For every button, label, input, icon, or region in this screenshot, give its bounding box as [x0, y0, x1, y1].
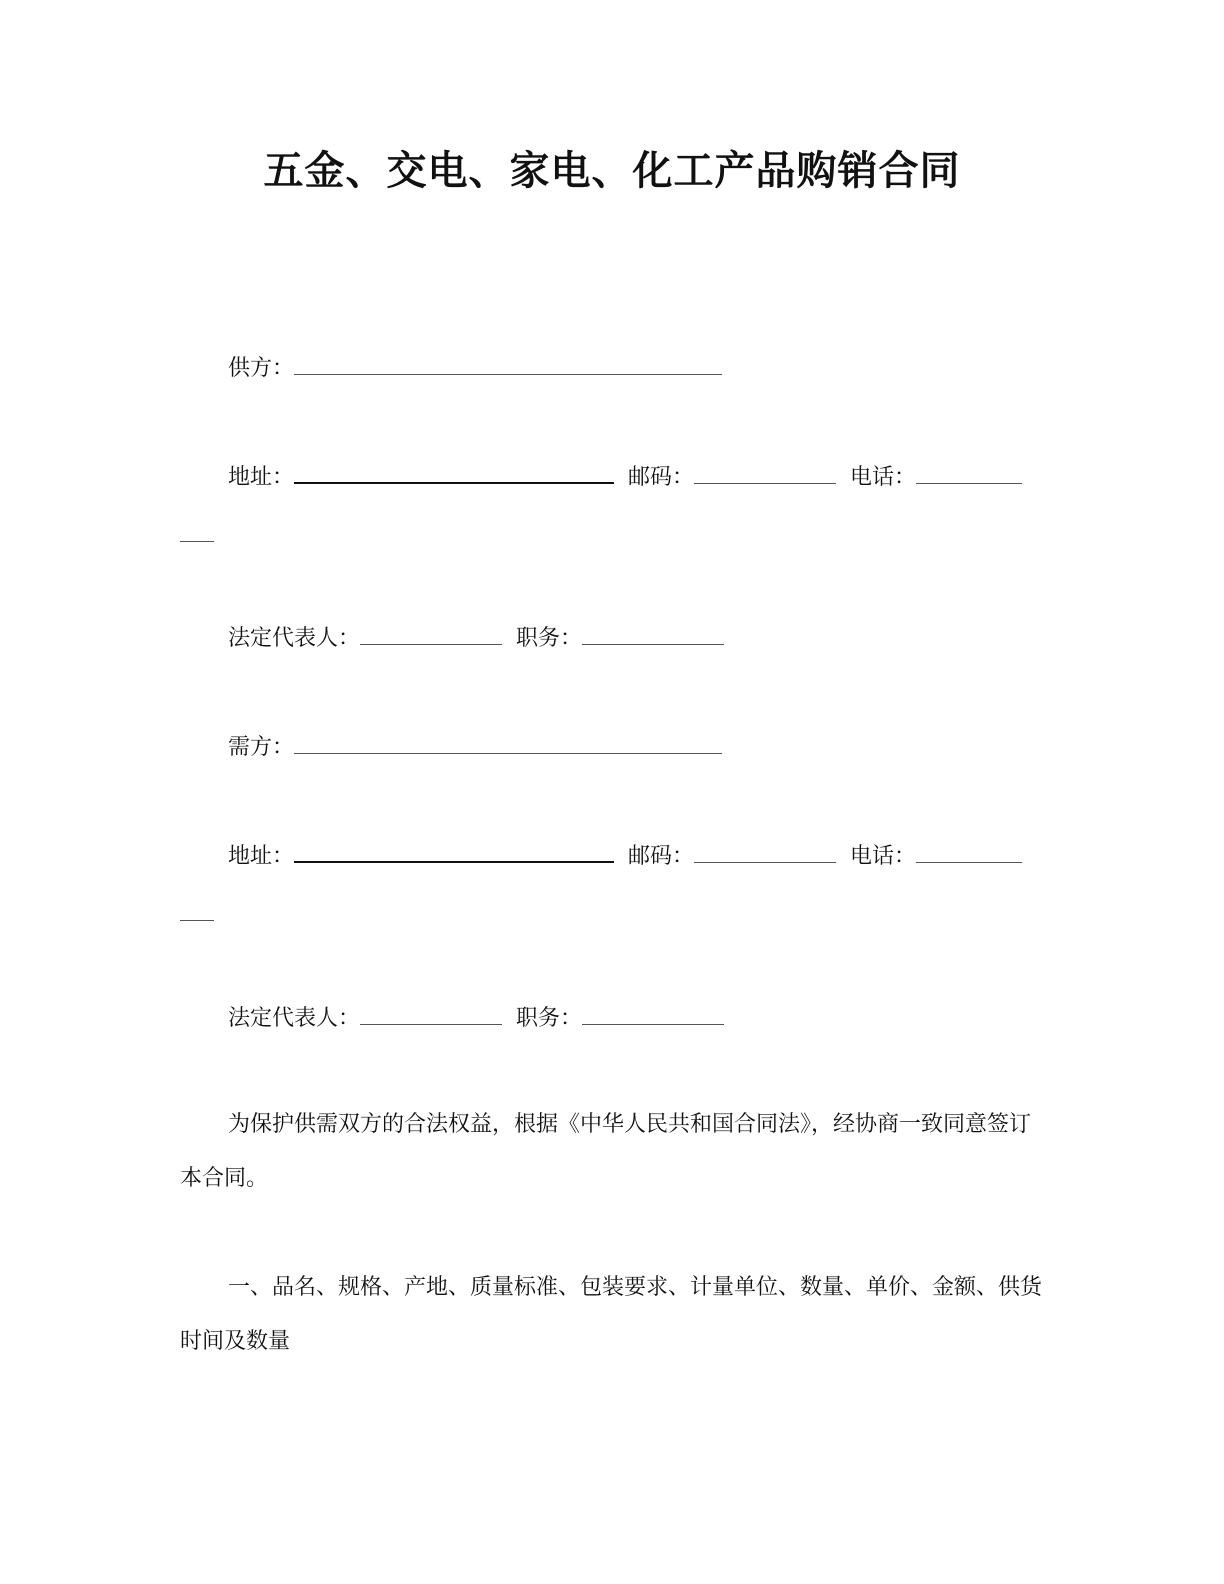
- supplier-name-label: 供方：: [228, 356, 295, 381]
- buyer-phone-label: 电话：: [850, 844, 917, 869]
- document-title: 五金、交电、家电、化工产品购销合同: [263, 148, 961, 194]
- supplier-legal-rep-label: 法定代表人：: [228, 626, 361, 651]
- supplier-legal-rep-field[interactable]: [360, 622, 502, 645]
- supplier-phone-field[interactable]: [916, 461, 1022, 484]
- buyer-address-line: [228, 839, 1022, 872]
- preamble-paragraph: 为保护供需双方的合法权益，根据《中华人民共和国合同法》，经协商一致同意签订本合同。: [180, 1112, 1032, 1191]
- supplier-phone-label: 电话：: [850, 465, 917, 490]
- buyer-legal-rep-line: [228, 1002, 724, 1034]
- supplier-address-field[interactable]: [294, 460, 614, 484]
- supplier-postcode-field[interactable]: [694, 461, 836, 484]
- supplier-legal-rep-line: [228, 622, 724, 654]
- buyer-postcode-label: 邮码：: [628, 844, 695, 869]
- buyer-phone-field[interactable]: [916, 840, 1022, 863]
- supplier-position-field[interactable]: [582, 622, 724, 645]
- buyer-address-field[interactable]: [294, 839, 614, 863]
- supplier-name-field[interactable]: [294, 352, 722, 375]
- supplier-phone-field-continuation[interactable]: [180, 541, 214, 542]
- buyer-position-label: 职务：: [516, 1006, 583, 1031]
- buyer-legal-rep-label: 法定代表人：: [228, 1006, 361, 1031]
- buyer-position-field[interactable]: [582, 1002, 724, 1025]
- buyer-name-label: 需方：: [228, 735, 295, 760]
- buyer-name-line: [228, 731, 722, 763]
- buyer-legal-rep-field[interactable]: [360, 1002, 502, 1025]
- buyer-phone-field-continuation[interactable]: [180, 920, 214, 921]
- supplier-name-line: [228, 352, 722, 384]
- clause-1-heading: 一、品名、规格、产地、质量标准、包装要求、计量单位、数量、单价、金额、供货时间及数量: [180, 1275, 1043, 1354]
- supplier-position-label: 职务：: [516, 626, 583, 651]
- buyer-postcode-field[interactable]: [694, 840, 836, 863]
- buyer-address-label: 地址：: [228, 844, 295, 869]
- buyer-name-field[interactable]: [294, 731, 722, 754]
- supplier-address-label: 地址：: [228, 465, 295, 490]
- supplier-address-line: [228, 460, 1022, 493]
- supplier-postcode-label: 邮码：: [628, 465, 695, 490]
